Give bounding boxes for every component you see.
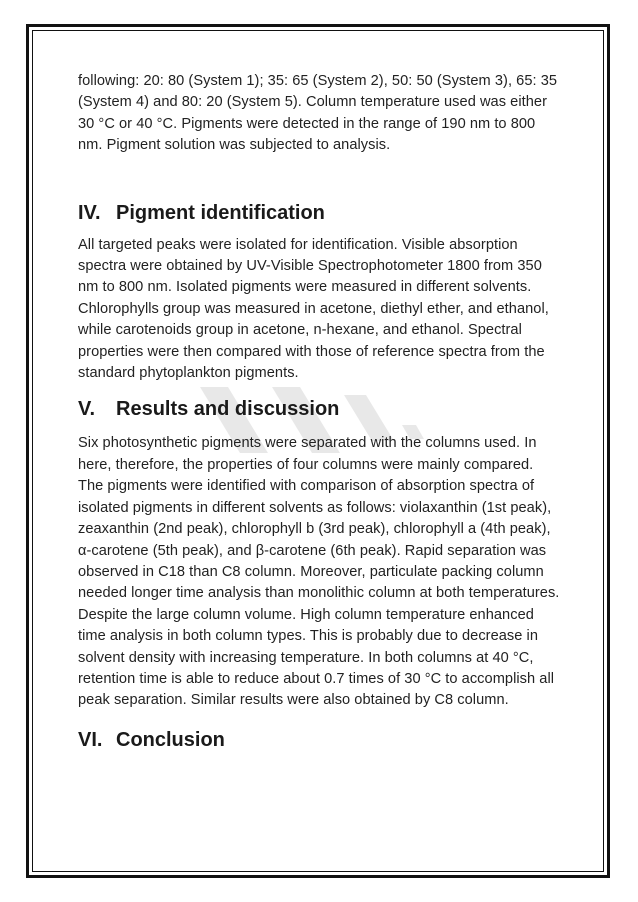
section-title: Results and discussion bbox=[116, 398, 340, 421]
paragraph-pigment-identification: All targeted peaks were isolated for identification. Visible absorption spectra were obtained by UV-Visible Spectrophotometer 1800 from 350 nm to 800 nm. Isolated pigments were measured in different solvents. Chlorophylls group was measured in acetone, diethyl ether, and ethanol, while carotenoids group in acetone, n-hexane, and ethanol. Spectral properties were then compared with those of reference spectra from the standard phytoplankton pigments. bbox=[78, 236, 549, 382]
section-title: Conclusion bbox=[116, 728, 225, 751]
paragraph-results-discussion: Six photosynthetic pigments were separated with the columns used. In here, therefore, the properties of four columns were mainly compared. The pigments were identified with comparison of absorption spectra of isolated pigments in different solvents as follows: violaxanthin (1st peak), zeaxanthin (2nd peak), chlorophyll b (3rd peak), chlorophyll a (4th peak), α-carotene (5th peak), and β-carotene (6th peak). Rapid separation was observed in C18 than C8 column. Moreover, particulate packing column needed longer time analysis than monolithic column at both temperatures. Despite the large column volume. High column temperature enhanced time analysis in both column types. This is probably due to decrease in solvent density with increasing temperature. In both columns at 40 °C, retention time is able to reduce about 0.7 times of 30 °C to accomplish all peak separation. Similar results were also obtained by C8 column. bbox=[78, 435, 560, 709]
section-number: V. bbox=[78, 398, 96, 421]
section-heading-results-discussion bbox=[78, 398, 562, 421]
section-number: VI. bbox=[78, 728, 103, 751]
section-number: IV. bbox=[78, 201, 101, 224]
section-heading-conclusion bbox=[78, 729, 562, 752]
section-title: Pigment identification bbox=[116, 201, 325, 224]
page-content bbox=[78, 71, 562, 752]
section-heading-pigment-identification bbox=[78, 202, 562, 225]
paragraph-intro: following: 20: 80 (System 1); 35: 65 (System 2), 50: 50 (System 3), 65: 35 (System 4) and 80: 20 (System 5). Column temperature used was either 30 °C or 40 °C. Pigments were detected in the range of 190 nm to 800 nm. Pigment solution was subjected to analysis. bbox=[78, 73, 558, 154]
